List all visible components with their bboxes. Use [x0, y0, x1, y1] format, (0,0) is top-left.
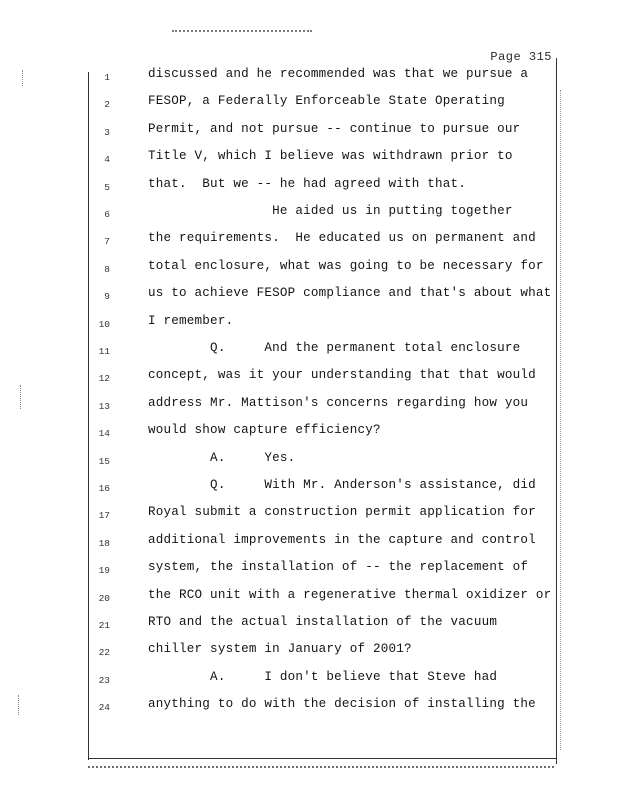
transcript-line	[0, 201, 618, 228]
line-text: Q. With Mr. Anderson's assistance, did	[148, 478, 536, 492]
line-number: 5	[104, 181, 110, 193]
transcript-line	[0, 667, 618, 694]
line-text: FESOP, a Federally Enforceable State Operating	[148, 94, 505, 109]
footer-line	[88, 766, 554, 768]
line-number: 23	[98, 674, 110, 686]
line-text: the requirements. He educated us on permanent and	[148, 231, 536, 246]
line-number: 15	[98, 455, 110, 467]
transcript-line	[0, 365, 618, 392]
line-number: 7	[104, 236, 110, 248]
line-text: system, the installation of -- the replacement of	[148, 560, 529, 575]
header-smudge	[172, 30, 312, 34]
line-text: address Mr. Mattison's concerns regarding how you	[148, 395, 529, 410]
transcript-line	[0, 530, 618, 557]
line-text: chiller system in January of 2001?	[148, 642, 412, 657]
line-number: 18	[98, 537, 110, 549]
line-number: 2	[104, 99, 110, 111]
line-number: 19	[98, 565, 110, 577]
transcript-line	[0, 64, 618, 91]
line-text: Title V, which I believe was withdrawn prior to	[148, 149, 513, 164]
transcript-line	[0, 475, 618, 502]
line-text: would show capture efficiency?	[148, 423, 381, 438]
line-text: us to achieve FESOP compliance and that's about what	[148, 286, 552, 301]
page-number: Page 315	[490, 50, 552, 64]
line-text: the RCO unit with a regenerative thermal oxidizer or	[148, 587, 552, 602]
transcript-line	[0, 639, 618, 666]
line-text: A. I don't believe that Steve had	[148, 669, 498, 684]
line-text: that. But we -- he had agreed with that.	[148, 176, 467, 191]
line-text: Royal submit a construction permit application for	[148, 505, 536, 520]
line-text: concept, was it your understanding that that would	[148, 368, 536, 383]
transcript-line	[0, 228, 618, 255]
line-number: 24	[98, 702, 110, 714]
transcript-line	[0, 393, 618, 420]
line-number: 20	[98, 592, 110, 604]
line-number: 1	[104, 72, 110, 83]
line-number: 22	[98, 647, 110, 659]
line-number: 12	[98, 373, 110, 385]
line-number: 11	[98, 346, 110, 357]
transcript-line	[0, 91, 618, 118]
line-text: anything to do with the decision of installing the	[148, 697, 536, 712]
line-number: 14	[98, 428, 110, 440]
line-number: 8	[104, 263, 110, 275]
transcript-line	[0, 256, 618, 283]
transcript-line	[0, 448, 618, 475]
transcript-line	[0, 119, 618, 146]
line-number: 13	[98, 400, 110, 412]
line-number: 6	[104, 209, 110, 220]
line-text: I remember.	[148, 313, 234, 328]
line-text: total enclosure, what was going to be necessary for	[148, 258, 544, 273]
line-text: He aided us in putting together	[148, 204, 513, 218]
line-number: 16	[98, 483, 110, 494]
transcript-line	[0, 174, 618, 201]
bottom-rule	[88, 758, 556, 759]
transcript-line	[0, 557, 618, 584]
line-text: Permit, and not pursue -- continue to pursue our	[148, 121, 521, 136]
transcript-line	[0, 612, 618, 639]
line-text: RTO and the actual installation of the vacuum	[148, 615, 498, 629]
transcript-line	[0, 502, 618, 529]
line-text: discussed and he recommended was that we pursue a	[148, 67, 529, 81]
transcript-line	[0, 694, 618, 721]
transcript-line	[0, 338, 618, 365]
line-number: 9	[104, 291, 110, 303]
transcript-line	[0, 420, 618, 447]
line-number: 3	[104, 126, 110, 138]
transcript-line	[0, 283, 618, 310]
line-number: 10	[98, 318, 110, 330]
line-text: A. Yes.	[148, 450, 296, 465]
transcript-line	[0, 585, 618, 612]
line-text: additional improvements in the capture and control	[148, 532, 536, 547]
transcript-line	[0, 311, 618, 338]
line-number: 17	[98, 510, 110, 522]
line-text: Q. And the permanent total enclosure	[148, 341, 521, 355]
transcript-line	[0, 146, 618, 173]
line-number: 21	[98, 620, 110, 631]
line-number: 4	[104, 154, 110, 166]
